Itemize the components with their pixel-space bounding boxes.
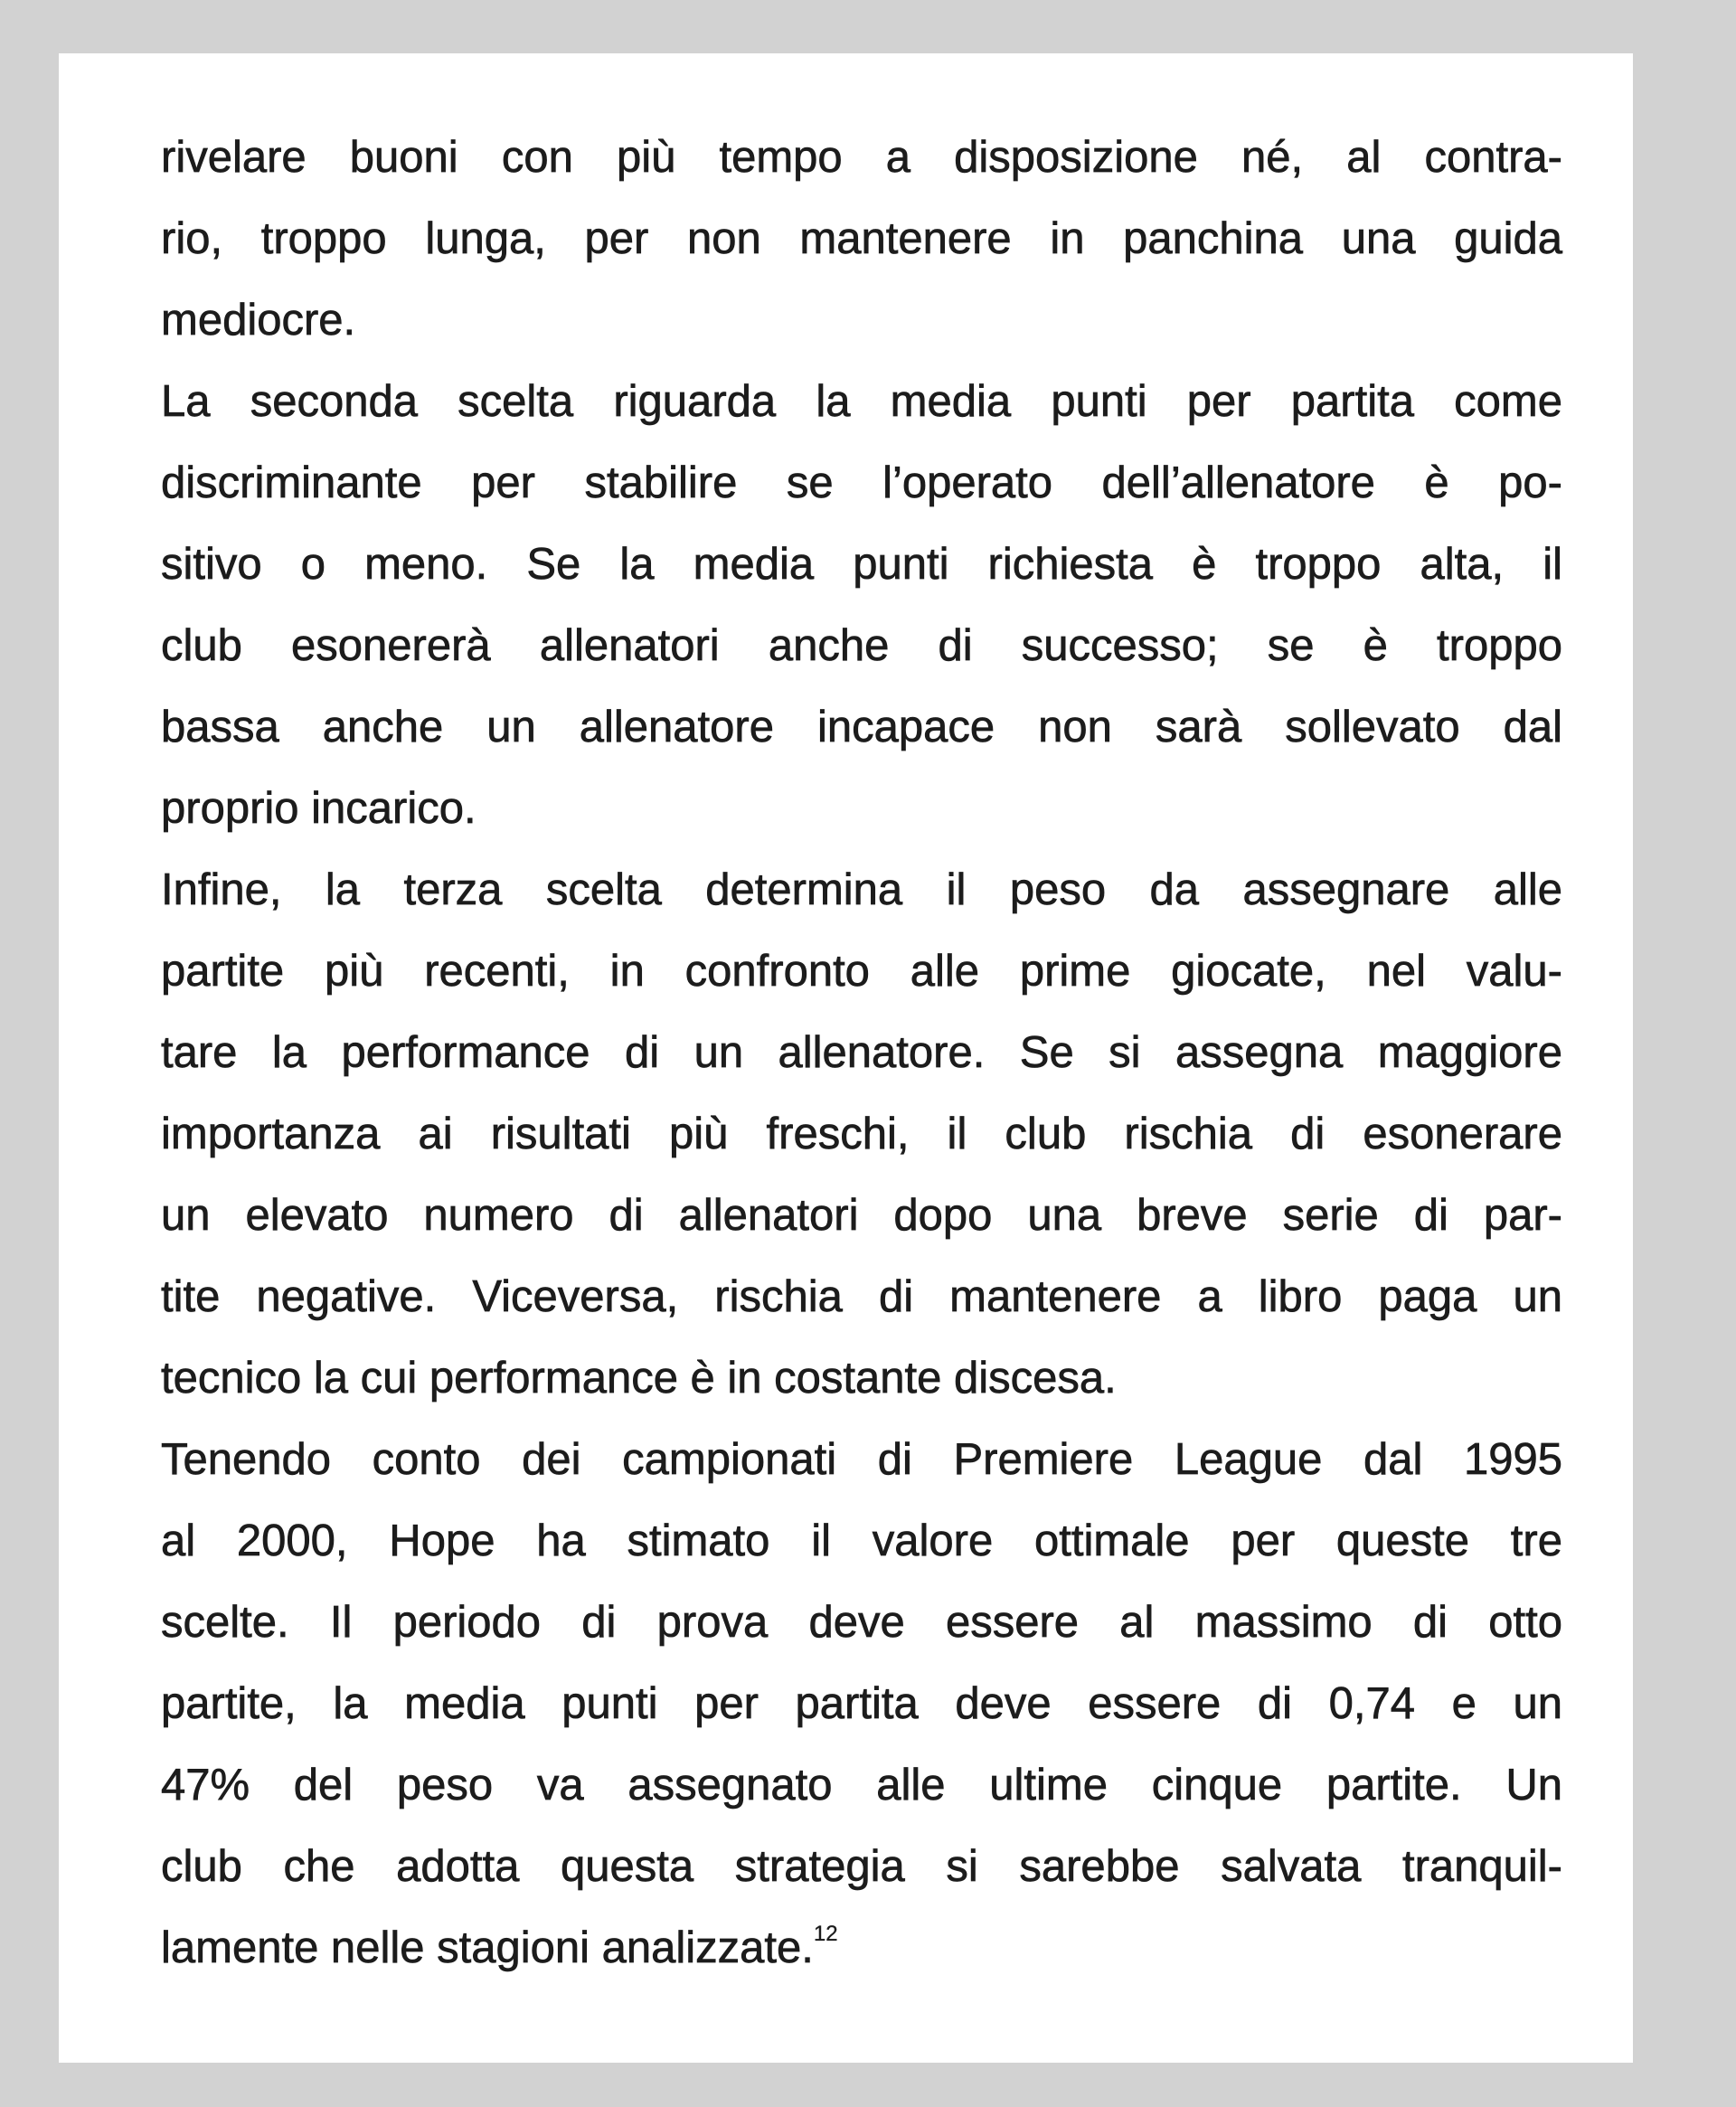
text-line-content: al 2000, Hope ha stimato il valore ottimale per queste tre bbox=[161, 1516, 1562, 1565]
text-line bbox=[161, 1744, 1562, 1826]
body-text bbox=[161, 117, 1562, 1989]
paragraph bbox=[161, 361, 1562, 849]
text-line-content: lamente nelle stagioni analizzate. bbox=[161, 1923, 814, 1972]
text-line bbox=[161, 361, 1562, 442]
text-line-content: tecnico la cui performance è in costante discesa. bbox=[161, 1354, 1117, 1403]
text-line bbox=[161, 442, 1562, 524]
text-line bbox=[161, 279, 1562, 361]
paragraph bbox=[161, 1419, 1562, 1989]
text-line-content: partite, la media punti per partita deve essere di 0,74 e un bbox=[161, 1679, 1562, 1728]
text-line bbox=[161, 686, 1562, 768]
text-line-content: tite negative. Viceversa, rischia di mantenere a libro paga un bbox=[161, 1272, 1562, 1321]
text-line-content: partite più recenti, in confronto alle prime giocate, nel valu- bbox=[161, 947, 1562, 996]
text-line-content: bassa anche un allenatore incapace non sarà sollevato dal bbox=[161, 703, 1562, 751]
text-line bbox=[161, 1175, 1562, 1256]
text-line bbox=[161, 1093, 1562, 1175]
text-line-content: proprio incarico. bbox=[161, 784, 476, 833]
text-line bbox=[161, 1663, 1562, 1744]
text-line bbox=[161, 1256, 1562, 1337]
book-page bbox=[59, 53, 1633, 2063]
paragraph bbox=[161, 849, 1562, 1419]
text-line-content: rivelare buoni con più tempo a disposizione né, al contra- bbox=[161, 133, 1562, 182]
paragraph bbox=[161, 117, 1562, 361]
text-line bbox=[161, 1826, 1562, 1907]
text-line bbox=[161, 768, 1562, 849]
text-line bbox=[161, 1012, 1562, 1093]
text-line bbox=[161, 849, 1562, 931]
text-line-content: sitivo o meno. Se la media punti richiesta è troppo alta, il bbox=[161, 540, 1562, 589]
text-line bbox=[161, 117, 1562, 198]
footnote-reference[interactable]: 12 bbox=[813, 1922, 838, 1946]
text-line-content: importanza ai risultati più freschi, il club rischia di esonerare bbox=[161, 1110, 1562, 1158]
text-line-content: tare la performance di un allenatore. Se si assegna maggiore bbox=[161, 1028, 1562, 1077]
text-line bbox=[161, 1582, 1562, 1663]
text-line-content: club che adotta questa strategia si sarebbe salvata tranquil- bbox=[161, 1842, 1562, 1891]
text-line bbox=[161, 198, 1562, 279]
text-line-content: un elevato numero di allenatori dopo una breve serie di par- bbox=[161, 1191, 1562, 1240]
text-line bbox=[161, 1907, 1562, 1989]
text-line-content: scelte. Il periodo di prova deve essere al massimo di otto bbox=[161, 1598, 1562, 1647]
text-line-content: club esonererà allenatori anche di successo; se è troppo bbox=[161, 621, 1562, 670]
text-line bbox=[161, 1337, 1562, 1419]
text-line bbox=[161, 1500, 1562, 1582]
text-line bbox=[161, 524, 1562, 605]
text-line-content: 47% del peso va assegnato alle ultime cinque partite. Un bbox=[161, 1761, 1562, 1809]
text-line-content: Infine, la terza scelta determina il peso da assegnare alle bbox=[161, 865, 1562, 914]
text-line bbox=[161, 605, 1562, 686]
text-line-content: rio, troppo lunga, per non mantenere in panchina una guida bbox=[161, 214, 1562, 263]
text-line-content: discriminante per stabilire se l’operato dell’allenatore è po- bbox=[161, 458, 1562, 507]
text-line-content: mediocre. bbox=[161, 296, 356, 345]
text-line bbox=[161, 1419, 1562, 1500]
text-line-content: Tenendo conto dei campionati di Premiere League dal 1995 bbox=[161, 1435, 1562, 1484]
text-line bbox=[161, 931, 1562, 1012]
text-line-content: La seconda scelta riguarda la media punti per partita come bbox=[161, 377, 1562, 426]
